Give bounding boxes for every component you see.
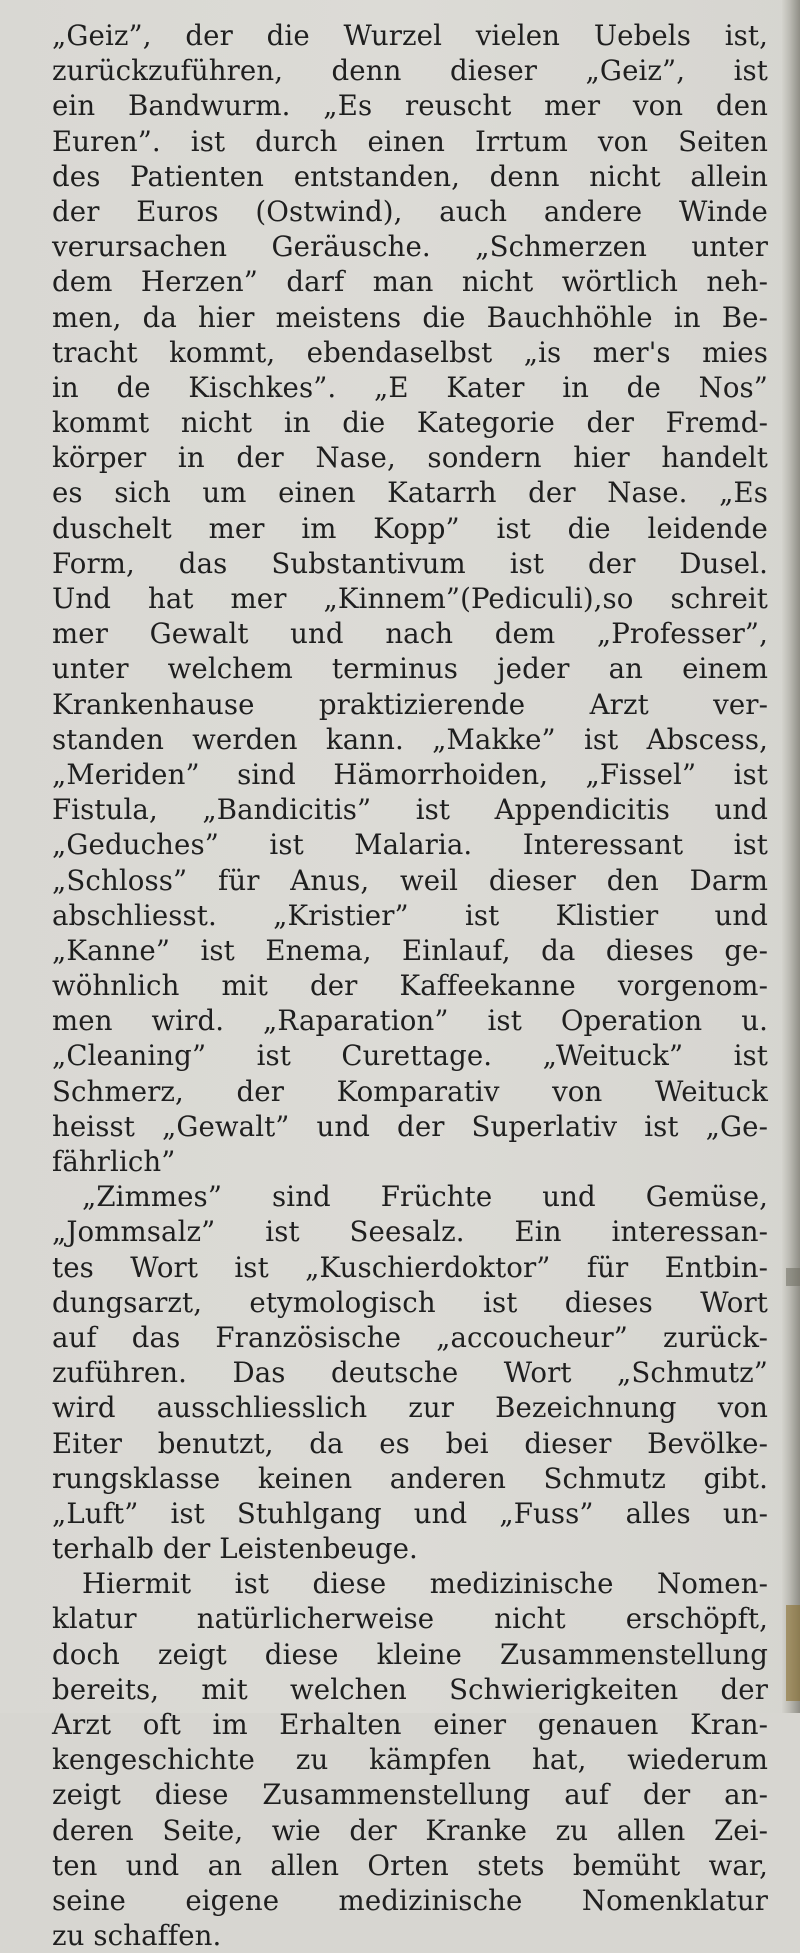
text-line: ein Bandwurm. „Es reuscht mer von den [52,89,768,123]
text-line: Fistula, „Bandicitis” ist Appendicitis und [52,793,768,827]
text-line: „Cleaning” ist Curettage. „Weituck” ist [52,1039,768,1073]
text-line: men, da hier meistens die Bauchhöhle in Be- [52,300,768,334]
text-line: „Meriden” sind Hämorrhoiden, „Fissel” ist [52,757,768,791]
text-line: in de Kischkes”. „E Kater in de Nos” [52,370,768,404]
text-line: tracht kommt, ebendaselbst „is mer's mies [52,335,768,369]
text-line: bereits, mit welchen Schwierigkeiten der [52,1672,768,1706]
text-line: zu schaffen. [52,1919,222,1953]
text-line: auf das Französische „accoucheur” zurück- [52,1320,768,1354]
text-line: dungsarzt, etymologisch ist dieses Wort [52,1285,768,1319]
text-line: „Kanne” ist Enema, Einlauf, da dieses ge- [52,933,768,967]
text-line: klatur natürlicherweise nicht erschöpft, [52,1602,768,1636]
text-line: kommt nicht in die Kategorie der Fremd- [52,406,768,440]
text-line: der Euros (Ostwind), auch andere Winde [52,194,768,228]
edge-stain [786,1605,800,1701]
text-line: Hiermit ist diese medizinische Nomen- [82,1567,768,1601]
text-line: „Geiz”, der die Wurzel vielen Uebels ist, [52,19,768,52]
text-line: wird ausschliesslich zur Bezeichnung von [52,1391,768,1425]
text-line: Krankenhause praktizierende Arzt ver- [52,687,768,721]
text-line: zeigt diese Zusammenstellung auf der an- [52,1778,768,1812]
text-line: es sich um einen Katarrh der Nase. „Es [52,476,768,510]
text-line: Und hat mer „Kinnem”(Pediculi),so schreit [52,582,768,615]
text-line: Form, das Substantivum ist der Dusel. [52,546,768,580]
text-line: dem Herzen” darf man nicht wörtlich neh- [52,265,768,299]
text-line: Eiter benutzt, da es bei dieser Bevölke- [52,1426,768,1460]
text-line: deren Seite, wie der Kranke zu allen Zei- [52,1813,768,1847]
text-line: körper in der Nase, sondern hier handelt [52,441,768,475]
text-line: duschelt mer im Kopp” ist die leidende [52,511,768,545]
text-line: zurückzuführen, denn dieser „Geiz”, ist [52,54,768,88]
text-line: ten und an allen Orten stets bemüht war, [52,1848,768,1882]
text-line: Schmerz, der Komparativ von Weituck [52,1074,768,1108]
text-line: tes Wort ist „Kuschierdoktor” für Entbin- [52,1250,768,1284]
text-line: unter welchem terminus jeder an einem [52,652,768,686]
text-line: wöhnlich mit der Kaffeekanne vorgenom- [52,969,768,1003]
text-line: zuführen. Das deutsche Wort „Schmutz” [52,1356,768,1390]
text-line: seine eigene medizinische Nomenklatur [52,1883,768,1917]
page-edge-shadow [782,0,800,1713]
text-line: „Zimmes” sind Früchte und Gemüse, [82,1180,768,1214]
text-line: doch zeigt diese kleine Zusammenstellung [52,1637,768,1671]
text-line: kengeschichte zu kämpfen hat, wiederum [52,1743,768,1777]
text-line: terhalb der Leistenbeuge. [52,1532,418,1566]
text-line: mer Gewalt und nach dem „Professer”, [52,617,768,651]
text-line: abschliesst. „Kristier” ist Klistier und [52,898,768,932]
text-line: heisst „Gewalt” und der Superlativ ist „Ge- [52,1109,768,1143]
text-line: fährlich” [52,1145,176,1178]
text-line: Euren”. ist durch einen Irrtum von Seiten [52,124,768,158]
text-line: men wird. „Raparation” ist Operation u. [52,1004,768,1038]
text-line: verursachen Geräusche. „Schmerzen unter [52,230,768,264]
edge-stain [786,1268,800,1286]
text-line: „Jommsalz” ist Seesalz. Ein interessan- [52,1215,768,1249]
text-line: „Schloss” für Anus, weil dieser den Darm [52,863,768,897]
text-line: des Patienten entstanden, denn nicht allein [52,159,768,193]
text-line: standen werden kann. „Makke” ist Abscess, [52,722,768,756]
text-line: „Luft” ist Stuhlgang und „Fuss” alles un- [52,1496,768,1530]
text-line: Arzt oft im Erhalten einer genauen Kran- [52,1708,768,1741]
text-line: rungsklasse keinen anderen Schmutz gibt. [52,1461,768,1495]
body-text [52,18,768,1953]
text-line: „Geduches” ist Malaria. Interessant ist [52,828,768,862]
